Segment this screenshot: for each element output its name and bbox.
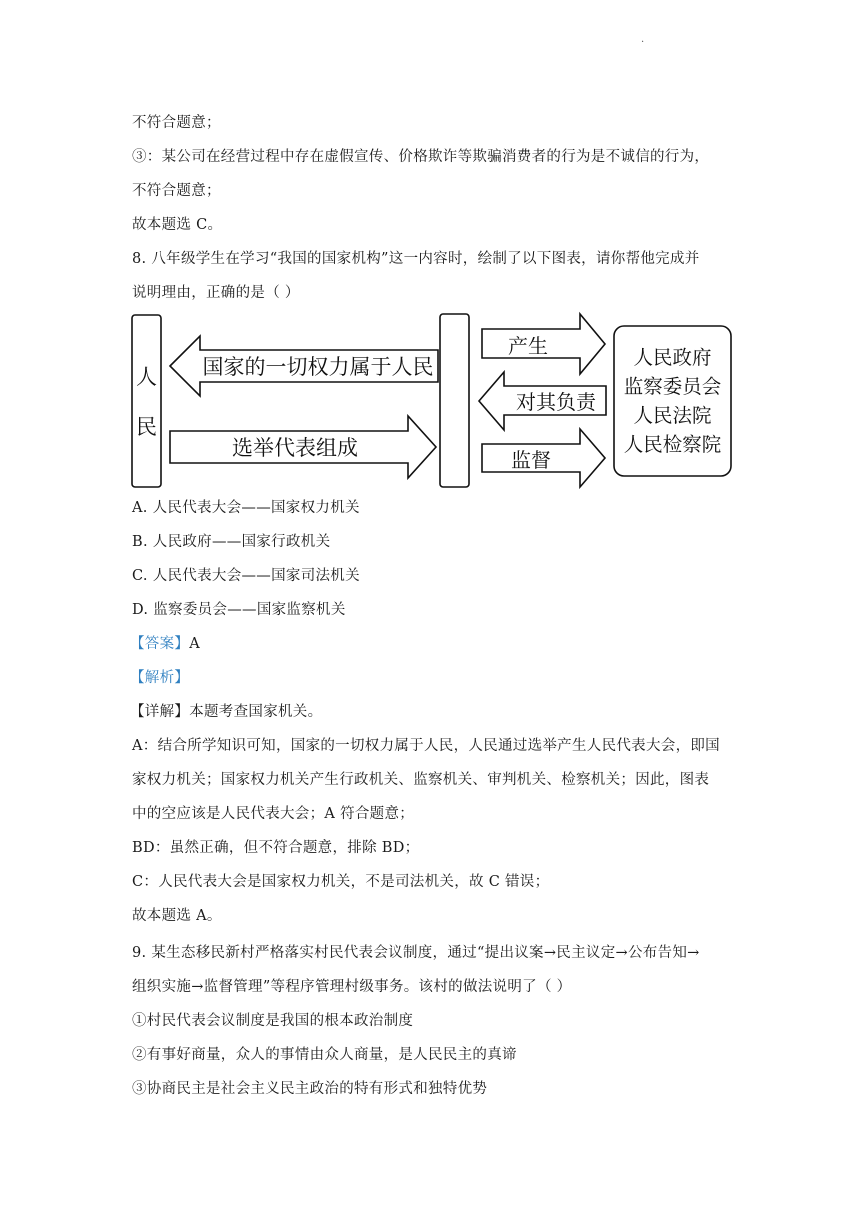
answer-line: [130, 634, 200, 654]
answer-tag: 【答案】: [130, 636, 190, 652]
people-box: [132, 315, 161, 487]
organ-government: 人民政府: [633, 346, 712, 369]
question-9-line-2: 组织实施→监督管理”等程序管理村级事务。该村的做法说明了（ ）: [132, 979, 572, 995]
detail-line: 故本题选 A。: [132, 908, 222, 924]
question-8-line-2: 说明理由，正确的是（ ）: [132, 285, 300, 301]
text-line: 不符合题意；: [132, 183, 221, 199]
detail-line: 家权力机关；国家权力机关产生行政机关、监察机关、审判机关、检察机关；因此，图表: [132, 772, 710, 788]
question-9-line-1: 9. 某生态移民新村严格落实村民代表会议制度，通过“提出议案→民主议定→公布告知→: [132, 945, 700, 961]
arrow-elect-label: 选举代表组成: [232, 436, 358, 460]
arrow-supervise-label: 监督: [511, 448, 551, 472]
detail-line: BD：虽然正确，但不符合题意，排除 BD；: [132, 840, 420, 856]
detail-line: 【详解】本题考查国家机关。: [130, 704, 323, 720]
question-9-option-3: ③协商民主是社会主义民主政治的特有形式和独特优势: [132, 1081, 488, 1097]
header-mark: .: [641, 34, 645, 45]
analysis-line: [130, 668, 189, 688]
arrow-produce-label: 产生: [508, 334, 548, 358]
arrow-power-label: 国家的一切权力属于人民: [202, 355, 434, 379]
blank-organ-box: [440, 314, 469, 487]
state-organs-diagram: [128, 308, 738, 493]
question-8-line-1: 8. 八年级学生在学习“我国的国家机构”这一内容时，绘制了以下图表，请你帮他完成并: [132, 251, 700, 267]
option-c: C. 人民代表大会——国家司法机关: [132, 568, 360, 584]
question-9-option-2: ②有事好商量，众人的事情由众人商量，是人民民主的真谛: [132, 1047, 517, 1063]
option-b: B. 人民政府——国家行政机关: [132, 534, 331, 550]
text-line: 故本题选 C。: [132, 217, 223, 233]
organ-court: 人民法院: [633, 404, 712, 427]
arrow-responsible-label: 对其负责: [516, 390, 596, 414]
organ-procuratorate: 人民检察院: [623, 433, 722, 456]
analysis-tag: 【解析】: [130, 670, 190, 686]
detail-line: A：结合所学知识可知，国家的一切权力属于人民，人民通过选举产生人民代表大会，即国: [132, 738, 720, 754]
detail-line: 中的空应该是人民代表大会；A 符合题意；: [132, 806, 415, 822]
option-a: A. 人民代表大会——国家权力机关: [132, 500, 360, 516]
text-line: ③：某公司在经营过程中存在虚假宣传、价格欺诈等欺骗消费者的行为是不诚信的行为，: [132, 149, 710, 165]
organ-supervisory-commission: 监察委员会: [623, 375, 722, 398]
detail-line: C：人民代表大会是国家权力机关，不是司法机关，故 C 错误；: [132, 874, 550, 890]
option-d: D. 监察委员会——国家监察机关: [132, 602, 346, 618]
question-9-option-1: ①村民代表会议制度是我国的根本政治制度: [132, 1013, 414, 1029]
text-line: 不符合题意；: [132, 115, 221, 131]
people-char-1: 人: [136, 365, 157, 389]
answer-value: A: [189, 636, 200, 652]
people-char-2: 民: [136, 415, 157, 439]
